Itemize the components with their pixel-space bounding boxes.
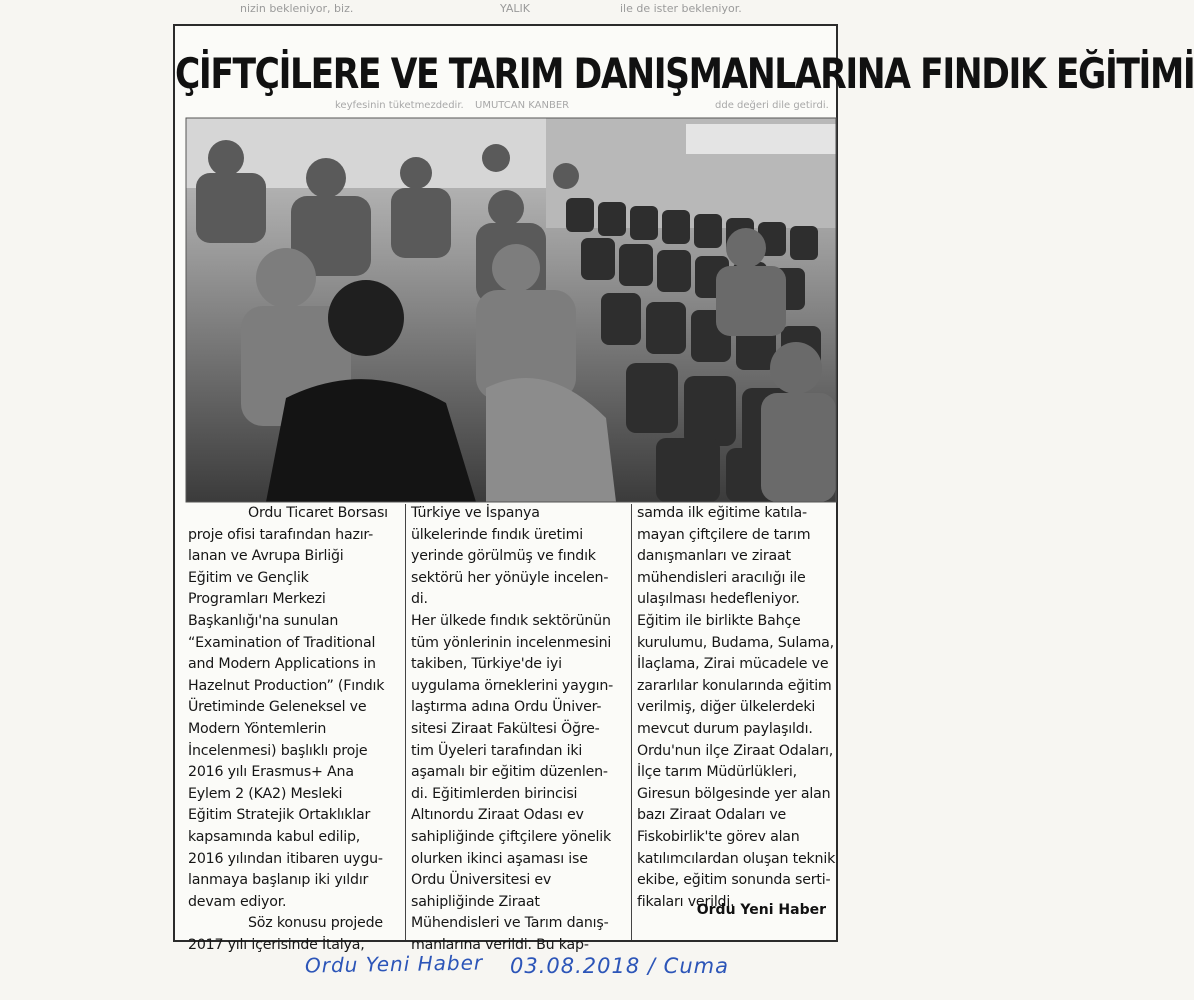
col2-line: Türkiye ve İspanya [411, 505, 540, 521]
auditorium-photo [186, 118, 836, 502]
col2-line: yerinde görülmüş ve fındık [411, 548, 596, 565]
ghost-text-2: keyfesinin tüketmezdedir. [335, 100, 464, 111]
bleed-through-strip [215, 98, 829, 116]
bleed-text-3: ile de ister bekleniyor. [620, 2, 742, 15]
col1-line: Üretiminde Geleneksel ve [188, 699, 367, 716]
col1-line: Hazelnut Production” (Fındık [188, 677, 385, 694]
col1-line: Eğitim ve Gençlik [188, 569, 309, 586]
col2-line: laştırma adına Ordu Üniver- [411, 699, 602, 716]
col2-line: takiben, Türkiye'de iyi [411, 656, 562, 673]
article-column-2 [411, 503, 627, 956]
handwritten-note [304, 946, 729, 986]
col1-line: İncelenmesi) başlıklı proje [188, 742, 368, 759]
headline: ÇİFTÇİLERE VE TARIM DANIŞMANLARINA FINDIK EĞİTİMİ [175, 50, 1194, 99]
article-column-1 [188, 503, 403, 956]
col1-line: Eğitim Stratejik Ortaklıklar [188, 807, 371, 824]
col2-line: uygulama örneklerini yaygın- [411, 677, 614, 694]
col3-line: samda ilk eğitime katıla- [637, 505, 807, 521]
col3-line: Fiskobirlik'te görev alan [637, 828, 800, 845]
col3-line: katılımcılardan oluşan teknik [637, 850, 836, 867]
ghost-text-1: dde değeri dile getirdi. [715, 100, 829, 111]
col1-line: 2017 yılı içerisinde İtalya, [188, 936, 365, 953]
col1-line: 2016 yılı Erasmus+ Ana [188, 764, 354, 781]
col2-line: aşamalı bir eğitim düzenlen- [411, 764, 608, 781]
col2-line: tim Üyeleri tarafından iki [411, 742, 583, 759]
newspaper-clipping [173, 24, 1194, 953]
col2-line: tüm yönlerinin incelenmesini [411, 634, 612, 651]
col1-line: lanan ve Avrupa Birliği [188, 548, 344, 565]
newspaper-signature: Ordu Yeni Haber [696, 902, 826, 918]
col3-line: ulaşılması hedefleniyor. [637, 591, 800, 608]
column-divider [405, 504, 406, 940]
col3-line: İlaçlama, Zirai mücadele ve [637, 656, 829, 673]
col3-line: İlçe tarım Müdürlükleri, [637, 764, 797, 781]
col3-line: bazı Ziraat Odaları ve [637, 807, 787, 824]
col2-line: sitesi Ziraat Fakültesi Öğre- [411, 720, 600, 737]
col3-line: mayan çiftçilere de tarım [637, 526, 811, 543]
col2-line: di. Eğitimlerden birincisi [411, 785, 578, 802]
col1-line: lanmaya başlanıp iki yıldır [188, 872, 369, 889]
col3-line: verilmiş, diğer ülkelerdeki [637, 699, 816, 716]
col1-line: devam ediyor. [188, 893, 287, 910]
col2-line: sahipliğinde çiftçilere yönelik [411, 828, 612, 845]
bleed-text-1: nizin bekleniyor, biz. [240, 2, 354, 15]
col2-line: Ordu Üniversitesi ev [411, 872, 552, 889]
col1-line: Ordu Ticaret Borsası [248, 505, 388, 521]
col3-line: ekibe, eğitim sonunda serti- [637, 872, 831, 889]
col3-line: Ordu'nun ilçe Ziraat Odaları, [637, 742, 833, 759]
bleed-text-2: YALIK [500, 2, 530, 15]
col1-line: Programları Merkezi [188, 591, 326, 608]
col3-line: fikaları verildi. [637, 893, 735, 910]
article-photo [186, 118, 836, 502]
col1-line: Başkanlığı'na sunulan [188, 612, 339, 629]
col3-line: mühendisleri aracılığı ile [637, 569, 806, 586]
col1-line: Eylem 2 (KA2) Mesleki [188, 785, 343, 802]
col1-line: Söz konusu projede [248, 915, 383, 932]
handwritten-source: Ordu Yeni Haber [304, 950, 484, 978]
col2-line: Mühendisleri ve Tarım danış- [411, 915, 609, 932]
bleed-through-text [200, 0, 840, 22]
col3-line: Giresun bölgesinde yer alan [637, 785, 831, 802]
col2-line: ülkelerinde fındık üretimi [411, 526, 583, 543]
col1-line: and Modern Applications in [188, 656, 376, 673]
col2-line: sahipliğinde Ziraat [411, 893, 540, 910]
col3-line: zararlılar konularında eğitim [637, 677, 832, 694]
ghost-text-3: UMUTCAN KANBER [475, 100, 570, 111]
col3-line: kurulumu, Budama, Sulama, [637, 634, 834, 651]
col2-line: Her ülkede fındık sektörünün [411, 612, 611, 629]
col3-line: danışmanları ve ziraat [637, 548, 791, 565]
col2-line: Altınordu Ziraat Odası ev [411, 807, 584, 824]
col1-line: Modern Yöntemlerin [188, 720, 327, 737]
handwritten-date: 03.08.2018 / Cuma [510, 954, 729, 978]
article-column-3 [637, 503, 836, 913]
col1-line: proje ofisi tarafından hazır- [188, 526, 374, 543]
col2-line: olurken ikinci aşaması ise [411, 850, 588, 867]
col1-line: “Examination of Traditional [188, 634, 376, 651]
column-divider [631, 504, 632, 940]
col2-line: sektörü her yönüyle incelen- [411, 569, 609, 586]
col3-line: Eğitim ile birlikte Bahçe [637, 612, 801, 629]
col2-line: manlarına verildi. Bu kap- [411, 936, 589, 953]
col1-line: kapsamında kabul edilip, [188, 828, 361, 845]
col1-line: 2016 yılından itibaren uygu- [188, 850, 383, 867]
col2-line: di. [411, 591, 428, 608]
col3-line: mevcut durum paylaşıldı. [637, 720, 813, 737]
